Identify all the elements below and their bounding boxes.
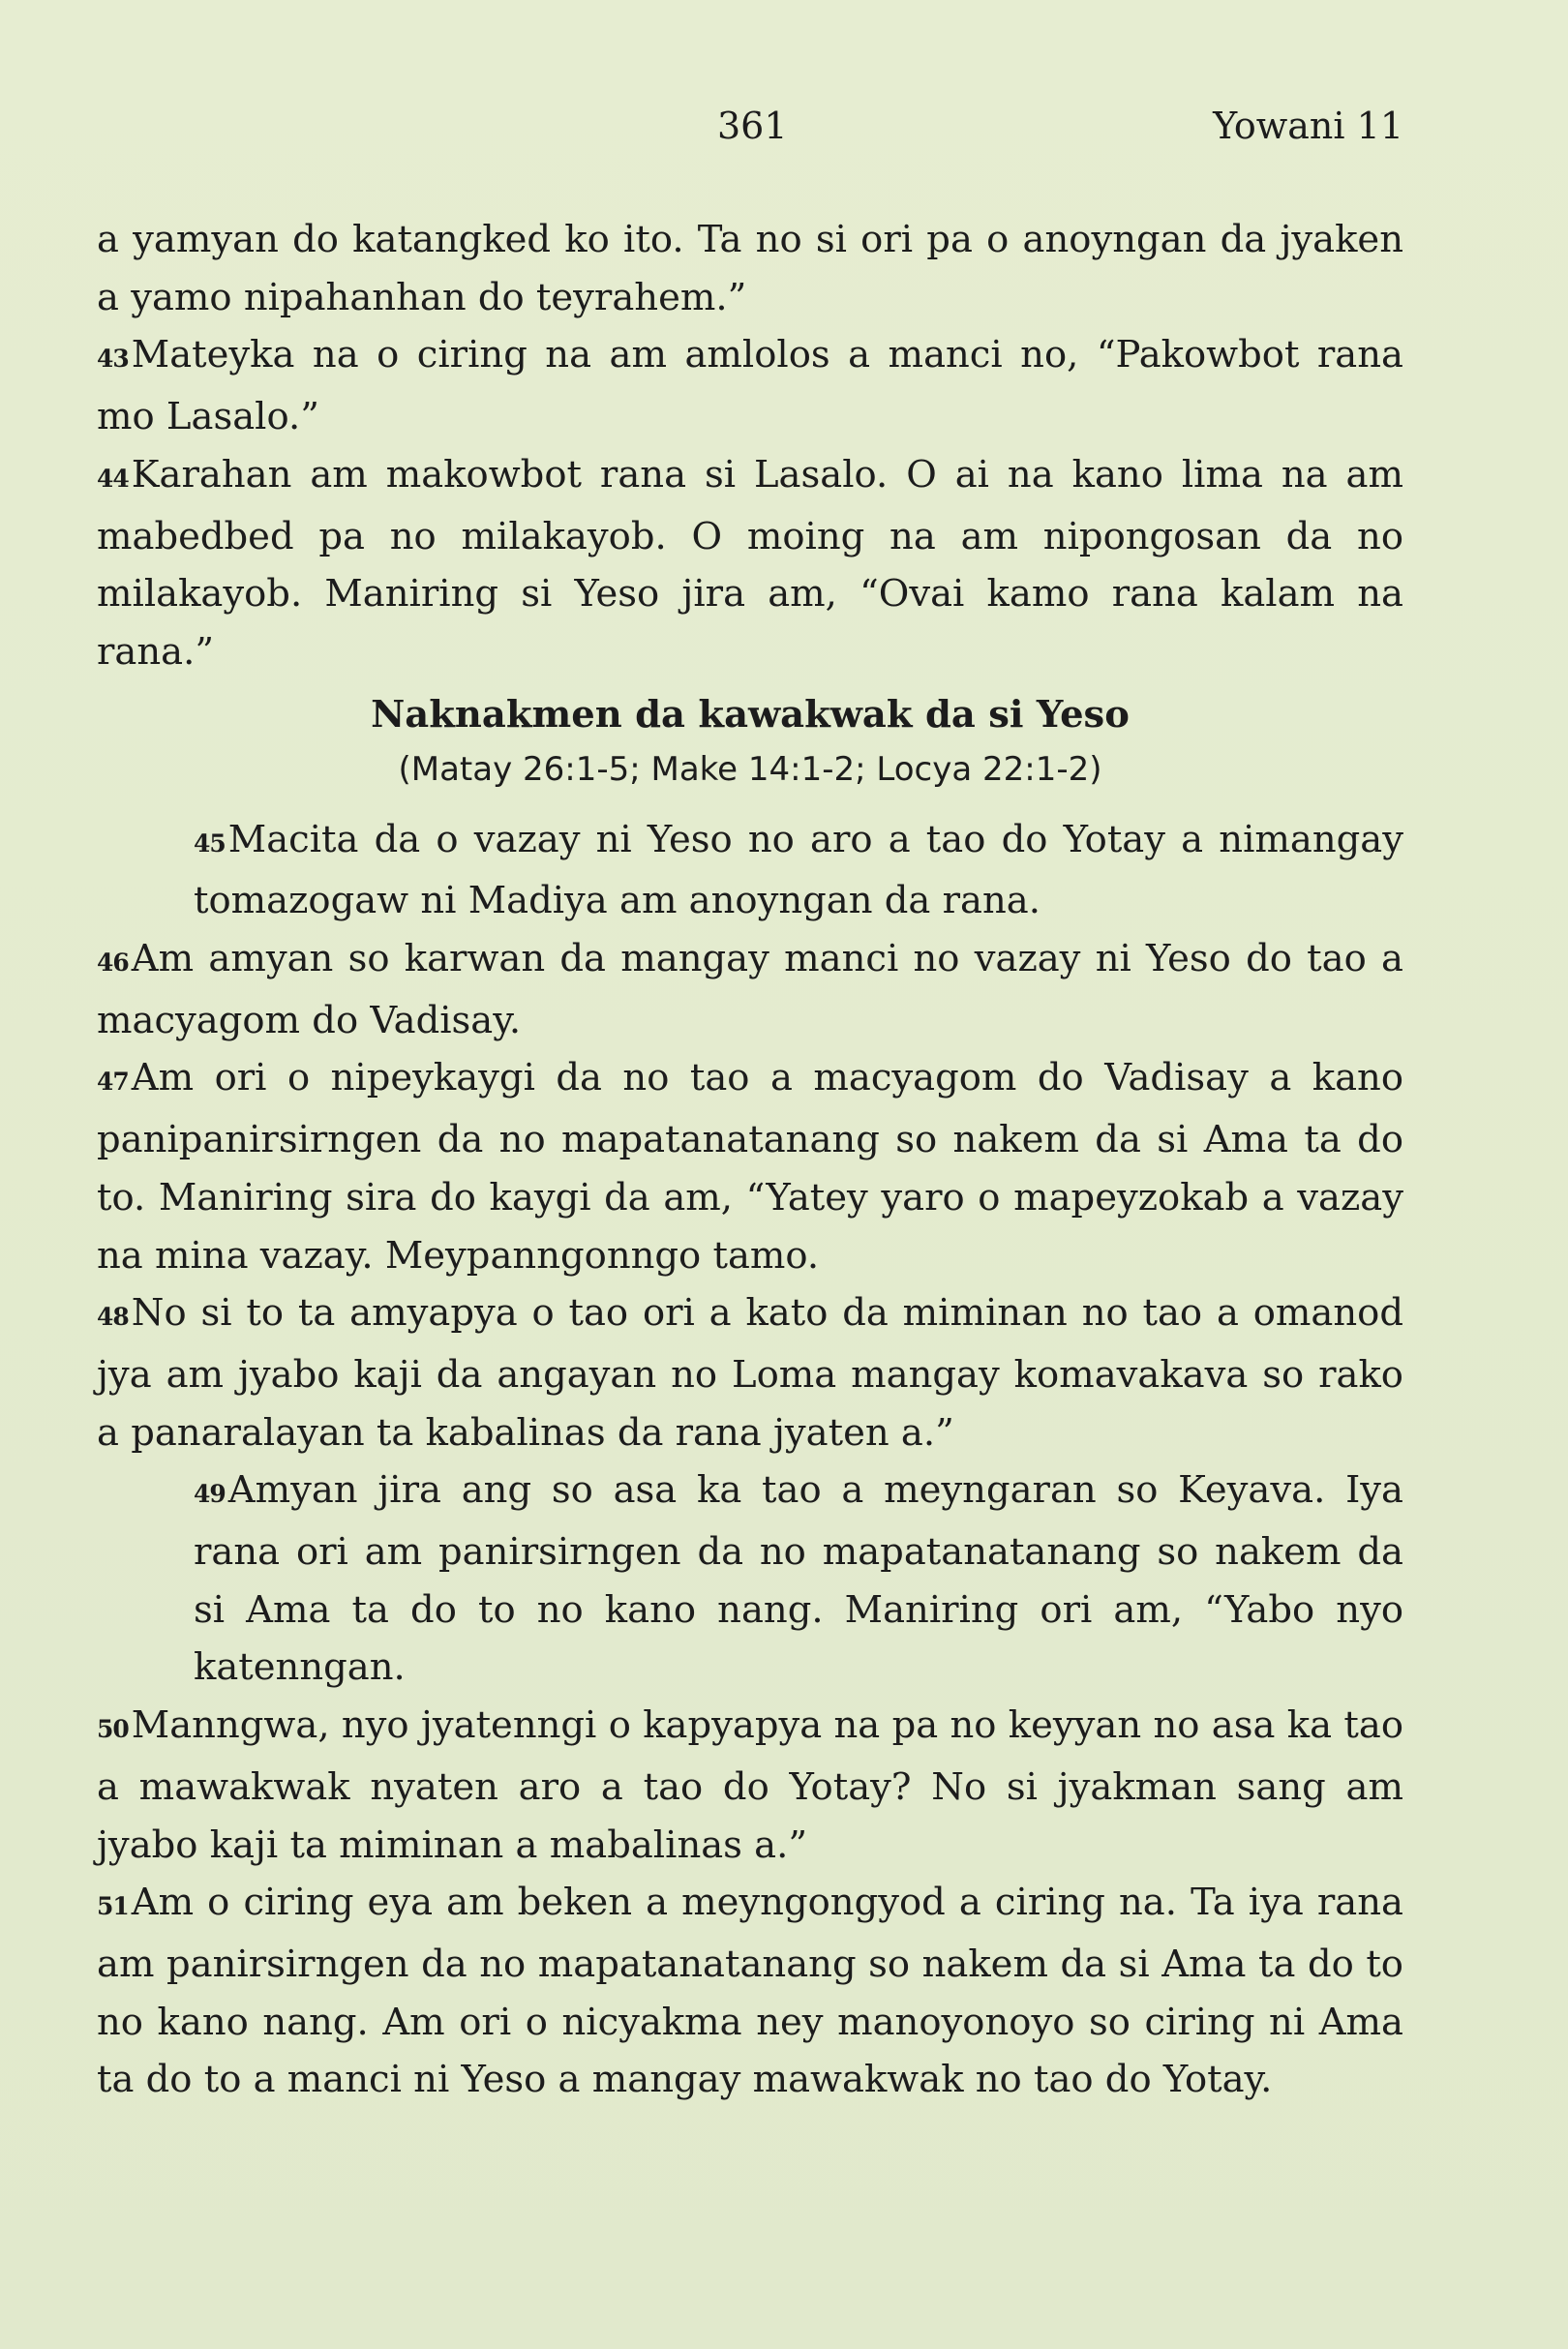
- verse-text: a yamyan do katangked ko ito. Ta no si ori pa o anoyngan da jyaken a yamo nipahanhan do teyrahem.”: [97, 218, 1403, 319]
- verse-text: No si to ta amyapya o tao ori a kato da miminan no tao a omanod jya am jyabo kaji da angayan no Loma mangay komavakava so rako a panaralayan ta kabalinas da rana jyaten a.”: [97, 1291, 1403, 1455]
- running-head: Yowani 11: [1213, 105, 1403, 147]
- verse-text: Am amyan so karwan da mangay manci no vazay ni Yeso do tao a macyagom do Vadisay.: [97, 937, 1403, 1042]
- verse-paragraph: [97, 930, 1403, 1049]
- verse-paragraph: [97, 1461, 1403, 1697]
- verse-text: Karahan am makowbot rana si Lasalo. O ai na kano lima na am mabedbed pa no milakayob. O moing na am nipongosan da no milakayob. Maniring si Yeso jira am, “Ovai kamo rana kalam na rana.”: [97, 452, 1403, 674]
- verse-number: 48: [97, 1303, 129, 1332]
- verse-paragraph: [97, 1874, 1403, 2109]
- verse-text: Am o ciring eya am beken a meyngongyod a ciring na. Ta iya rana am panirsirngen da no mapatanatanang so nakem da si Ama ta do to no kano nang. Am ori o nicyakma ney manoyonoyo so ciring ni Ama ta do to a manci ni Yeso a mangay mawakwak no tao do Yotay.: [97, 1881, 1403, 2102]
- verse-number: 46: [97, 949, 129, 978]
- verse-number: 50: [97, 1715, 129, 1744]
- verse-number: 43: [97, 345, 129, 374]
- verse-text: Manngwa, nyo jyatenngi o kapyapya na pa no keyyan no asa ka tao a mawakwak nyaten aro a tao do Yotay? No si jyakman sang am jyabo kaji ta miminan a mabalinas a.”: [97, 1703, 1403, 1867]
- verse-paragraph: [97, 211, 1403, 326]
- verse-text: Am ori o nipeykaygi da no tao a macyagom do Vadisay a kano panipanirsirngen da no mapatanatanang so nakem da si Ama ta do to. Maniring sira do kaygi da am, “Yatey yaro o mapeyzokab a vazay na mina vazay. Meypanngonngo tamo.: [97, 1056, 1403, 1278]
- verse-text: Amyan jira ang so asa ka tao a meyngaran so Keyava. Iya rana ori am panirsirngen da no mapatanatanang so nakem da si Ama ta do to no kano nang. Maniring ori am, “Yabo nyo katenngan.: [194, 1468, 1403, 1690]
- verse-text: Mateyka na o ciring na am amlolos a manci no, “Pakowbot rana mo Lasalo.”: [97, 333, 1403, 439]
- verse-number: 44: [97, 464, 129, 493]
- verse-paragraph: [97, 446, 1403, 681]
- verse-paragraph: [97, 1049, 1403, 1284]
- text-body: [97, 211, 1403, 2109]
- verse-number: 47: [97, 1068, 129, 1097]
- page-number: 361: [717, 105, 788, 147]
- verse-number: 49: [194, 1480, 226, 1509]
- verse-number: 51: [97, 1892, 129, 1921]
- verse-text: Macita da o vazay ni Yeso no aro a tao do Yotay a nimangay tomazogaw ni Madiya am anoyngan da rana.: [194, 817, 1403, 923]
- section-references: (Matay 26:1-5; Make 14:1-2; Locya 22:1-2): [398, 749, 1102, 789]
- verse-number: 45: [194, 828, 226, 858]
- section-title: Naknakmen da kawakwak da si Yeso: [371, 692, 1130, 737]
- page-header: [97, 105, 1403, 163]
- verse-paragraph: [97, 811, 1403, 930]
- verse-paragraph: [97, 1284, 1403, 1461]
- verse-paragraph: [97, 326, 1403, 445]
- verse-paragraph: [97, 1697, 1403, 1874]
